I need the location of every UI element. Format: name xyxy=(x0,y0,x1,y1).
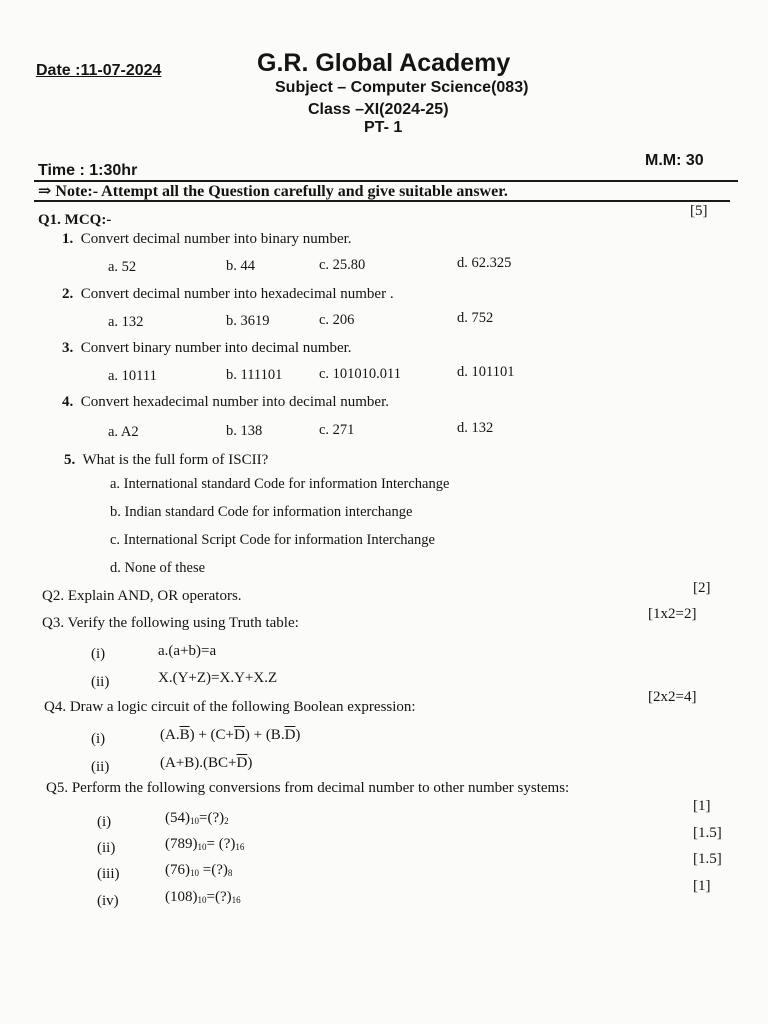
part-marks: [1.5] xyxy=(693,825,722,841)
question-item xyxy=(62,231,352,248)
q3-marks: [1x2=2] xyxy=(648,606,697,622)
question-text: What is the full form of ISCII? xyxy=(82,452,269,468)
part-marks: [1] xyxy=(693,798,711,814)
part-label: (ii) xyxy=(97,840,116,856)
part-label: (iv) xyxy=(97,893,119,909)
option-a: a. International standard Code for information Interchange xyxy=(110,476,450,492)
option-b: b. Indian standard Code for information interchange xyxy=(110,504,413,520)
part-label: (i) xyxy=(91,646,106,662)
question-number: 2. xyxy=(62,286,74,302)
option-c: c. International Script Code for information Interchange xyxy=(110,532,435,548)
option-b: b. 138 xyxy=(226,423,263,439)
expr-part: ) xyxy=(295,727,301,743)
q4-marks: [2x2=4] xyxy=(648,689,697,705)
question-item xyxy=(62,286,394,303)
question-item xyxy=(62,340,352,357)
q3-text: Q3. Verify the following using Truth table: xyxy=(42,615,299,631)
question-item xyxy=(62,394,389,411)
option-b: b. 44 xyxy=(226,258,255,274)
part-label: (ii) xyxy=(91,674,110,690)
question-number: 1. xyxy=(62,231,74,247)
option-c: c. 206 xyxy=(319,312,355,328)
q4-text: Q4. Draw a logic circuit of the following Boolean expression: xyxy=(44,699,416,715)
expr-part: ) + (C+ xyxy=(189,727,235,743)
option-b: b. 3619 xyxy=(226,313,270,329)
expr-complement: $\overline{D}$ xyxy=(234,727,245,743)
part-marks: [1] xyxy=(693,878,711,894)
option-a: a. 52 xyxy=(108,259,137,275)
q2-marks: [2] xyxy=(693,580,711,596)
option-d: d. 752 xyxy=(457,310,494,326)
option-a: a. A2 xyxy=(108,424,139,440)
option-d: d. None of these xyxy=(110,560,206,576)
part-marks: [1.5] xyxy=(693,851,722,867)
option-d: d. 101101 xyxy=(457,364,515,380)
expr-complement: $\overline{D}$ xyxy=(284,727,296,743)
option-c: c. 271 xyxy=(319,422,355,438)
option-c: c. 101010.011 xyxy=(319,366,402,382)
option-c: c. 25.80 xyxy=(319,257,366,273)
conversion: $(76)_{10}$ $=(?)_8$ xyxy=(165,862,233,878)
expression xyxy=(160,727,300,744)
expr-complement: $\overline{D}$ xyxy=(236,755,248,771)
conversion: $(108)_{10}=(?)_{16}$ xyxy=(165,889,241,905)
note: ⇒ Note:- Attempt all the Question carefully and give suitable answer. xyxy=(38,183,508,200)
q1-heading: Q1. MCQ:- xyxy=(38,212,112,228)
question-number: 3. xyxy=(62,340,74,356)
test-label: PT- 1 xyxy=(364,119,403,136)
question-text: Convert hexadecimal number into decimal number. xyxy=(80,394,389,410)
subject: Subject – Computer Science(083) xyxy=(275,79,529,96)
option-a: a. 132 xyxy=(108,314,144,330)
question-number: 4. xyxy=(62,394,74,410)
expr-complement: $\overline{B}$ xyxy=(179,727,190,743)
q2-text: Q2. Explain AND, OR operators. xyxy=(42,588,242,604)
expr-part: (A. xyxy=(160,727,180,743)
class-label: Class –XI(2024-25) xyxy=(308,101,449,118)
q1-marks: [5] xyxy=(690,203,708,219)
expression: X.(Y+Z)=X.Y+X.Z xyxy=(158,670,278,686)
question-text: Convert decimal number into hexadecimal number . xyxy=(80,286,394,302)
question-text: Convert binary number into decimal number. xyxy=(80,340,352,356)
expr-part: ) xyxy=(247,755,253,771)
school-name: G.R. Global Academy xyxy=(257,49,511,77)
part-label: (ii) xyxy=(91,759,110,775)
part-label: (iii) xyxy=(97,866,120,882)
option-d: d. 62.325 xyxy=(457,255,512,271)
divider xyxy=(34,200,730,202)
question-text: Convert decimal number into binary number. xyxy=(80,231,352,247)
question-number: 5. xyxy=(64,452,76,468)
conversion: $(54)_{10}=(?)_2$ xyxy=(165,810,229,826)
option-b: b. 111101 xyxy=(226,367,283,383)
question-item xyxy=(64,452,268,469)
expression: a.(a+b)=a xyxy=(158,643,217,659)
time: Time : 1:30hr xyxy=(38,162,138,179)
part-label: (i) xyxy=(97,814,112,830)
expr-part: (A+B).(BC+ xyxy=(160,755,237,771)
option-a: a. 10111 xyxy=(108,368,157,384)
conversion: $(789)_{10}=$ $(?)_{16}$ xyxy=(165,836,245,852)
q5-text: Q5. Perform the following conversions from decimal number to other number systems: xyxy=(46,780,570,796)
max-marks: M.M: 30 xyxy=(645,152,704,169)
option-d: d. 132 xyxy=(457,420,494,436)
part-label: (i) xyxy=(91,731,106,747)
expr-part: ) + (B. xyxy=(244,727,285,743)
date: Date :11-07-2024 xyxy=(36,62,162,79)
expression xyxy=(160,755,252,772)
